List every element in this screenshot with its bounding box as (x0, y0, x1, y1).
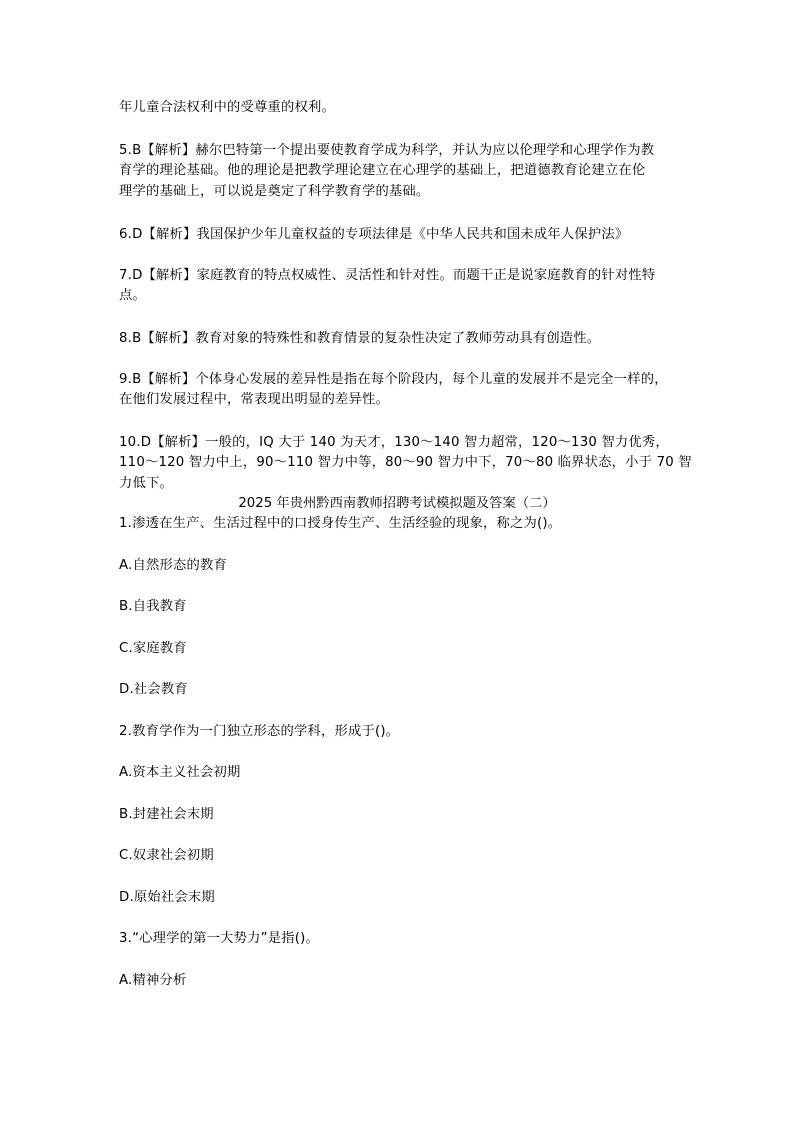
answer-9-line-1: 9.B【解析】个体身心发展的差异性是指在每个阶段内，每个儿童的发展并不是完全一样的， (119, 372, 668, 387)
question-2-option-b: B.封建社会末期 (119, 807, 214, 822)
question-2-option-d: D.原始社会末期 (119, 890, 215, 905)
answer-5-line-1: 5.B【解析】赫尔巴特第一个提出要使教育学成为科学，并认为应以伦理学和心理学作为教 (119, 143, 655, 158)
question-2-stem: 2.教育学作为一门独立形态的学科，形成于()。 (119, 724, 400, 739)
question-1-option-c: C.家庭教育 (119, 641, 187, 656)
answer-10-line-1: 10.D【解析】一般的，IQ 大于 140 为天才，130～140 智力超常，120～130 智力优秀， (119, 435, 669, 450)
answer-7-line-1: 7.D【解析】家庭教育的特点权威性、灵活性和针对性。而题干正是说家庭教育的针对性特 (119, 268, 656, 283)
answer-5-line-3: 理学的基础上，可以说是奠定了科学教育学的基础。 (119, 184, 430, 199)
answer-5-line-2: 育学的理论基础。他的理论是把教学理论建立在心理学的基础上，把道德教育论建立在伦 (119, 163, 646, 178)
question-1-option-d: D.社会教育 (119, 682, 188, 697)
question-1-option-b: B.自我教育 (119, 599, 187, 614)
answer-7-line-2: 点。 (119, 288, 146, 303)
answer-4-tail: 年儿童合法权利中的受尊重的权利。 (119, 100, 335, 115)
answer-10-line-3: 力低下。 (119, 476, 173, 491)
question-1-stem: 1.渗透在生产、生活过程中的口授身传生产、生活经验的现象，称之为()。 (119, 516, 562, 531)
question-2-option-a: A.资本主义社会初期 (119, 765, 241, 780)
answer-8: 8.B【解析】教育对象的特殊性和教育情景的复杂性决定了教师劳动具有创造性。 (119, 331, 601, 346)
answer-6: 6.D【解析】我国保护少年儿童权益的专项法律是《中华人民共和国未成年人保护法》 (119, 227, 629, 242)
section-title: 2025 年贵州黔西南教师招聘考试模拟题及答案（二） (238, 496, 556, 511)
question-2-option-c: C.奴隶社会初期 (119, 848, 214, 863)
answer-9-line-2: 在他们发展过程中，常表现出明显的差异性。 (119, 392, 389, 407)
answer-10-line-2: 110～120 智力中上，90～110 智力中等，80～90 智力中下，70～80 临界状态，小于 70 智 (119, 455, 692, 470)
question-1-option-a: A.自然形态的教育 (119, 558, 227, 573)
question-3-stem: 3.“心理学的第一大势力”是指()。 (119, 931, 320, 946)
question-3-option-a: A.精神分析 (119, 973, 187, 988)
